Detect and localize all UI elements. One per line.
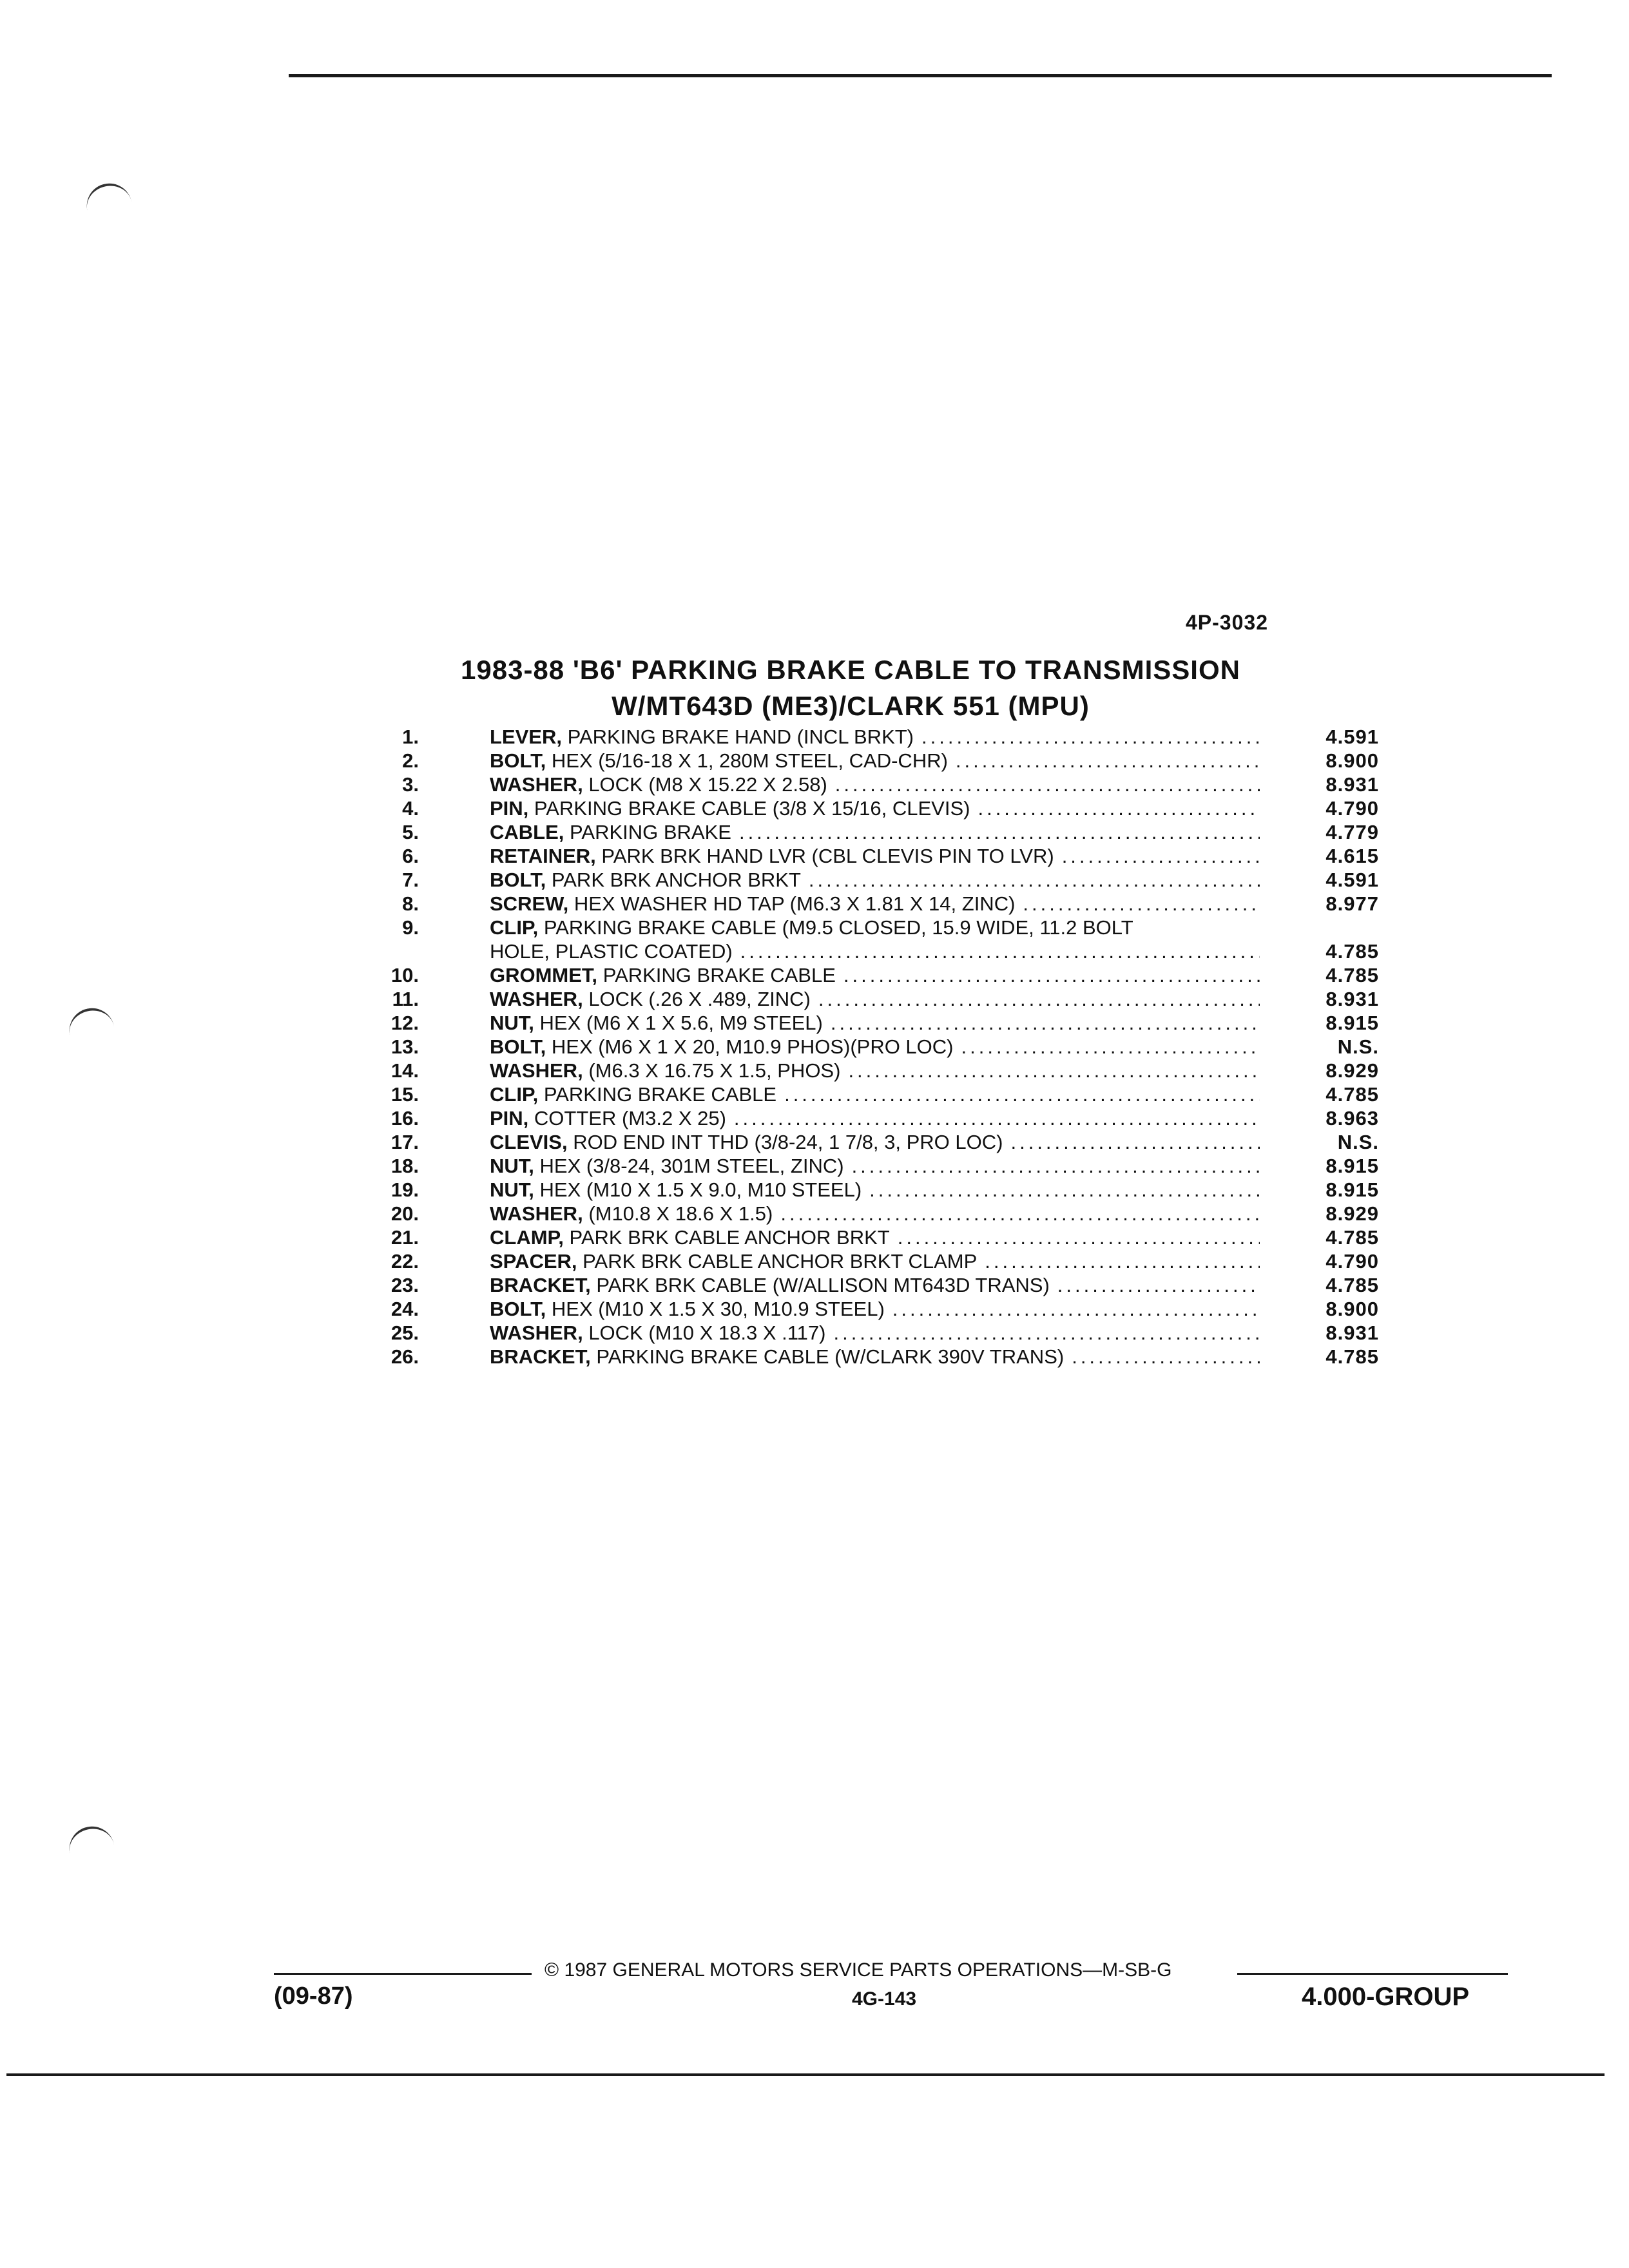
part-name: PIN,	[490, 797, 529, 820]
list-item	[380, 1035, 1398, 1059]
item-description	[490, 1082, 1260, 1106]
item-description	[490, 1345, 1260, 1369]
part-detail: PARKING BRAKE CABLE (W/CLARK 390V TRANS)	[596, 1345, 1065, 1368]
list-item	[380, 773, 1398, 796]
item-description	[490, 1321, 1260, 1345]
item-description	[490, 892, 1260, 916]
part-detail: PARK BRK CABLE ANCHOR BRKT	[569, 1226, 890, 1249]
dot-leader	[852, 1154, 1260, 1178]
item-number: 20.	[390, 1202, 419, 1225]
dot-leader	[1062, 844, 1260, 868]
group-code: 8.931	[1325, 1321, 1379, 1344]
item-description	[490, 1059, 1260, 1082]
part-name: WASHER,	[490, 1321, 583, 1344]
dot-leader	[818, 987, 1260, 1011]
catalog-reference: 4P-3032	[1186, 611, 1268, 634]
list-item	[380, 892, 1398, 916]
part-detail: LOCK (M10 X 18.3 X .117)	[588, 1321, 826, 1344]
dot-leader	[898, 1225, 1260, 1249]
dot-leader	[835, 773, 1260, 796]
group-label: 4.000-GROUP	[1302, 1983, 1470, 2011]
list-item	[380, 1130, 1398, 1154]
group-code: 8.931	[1325, 773, 1379, 796]
list-item	[380, 868, 1398, 892]
dot-leader	[892, 1297, 1260, 1321]
part-detail: HEX (M10 X 1.5 X 9.0, M10 STEEL)	[539, 1178, 862, 1201]
item-description	[490, 1273, 1260, 1297]
part-name: BOLT,	[490, 869, 546, 891]
item-description	[490, 844, 1260, 868]
revision-date: (09-87)	[274, 1983, 353, 2010]
part-detail: HEX (3/8-24, 301M STEEL, ZINC)	[539, 1155, 844, 1177]
group-code: 4.785	[1325, 1345, 1379, 1368]
item-number: 10.	[390, 964, 419, 986]
part-detail: HEX (M6 X 1 X 5.6, M9 STEEL)	[539, 1012, 823, 1034]
part-detail: PARK BRK CABLE ANCHOR BRKT CLAMP	[583, 1250, 978, 1273]
part-detail: COTTER (M3.2 X 25)	[534, 1107, 726, 1129]
dot-leader	[739, 820, 1260, 844]
list-item	[380, 1345, 1398, 1369]
page-title: 1983-88 'B6' PARKING BRAKE CABLE TO TRANSMISSION	[461, 655, 1240, 685]
part-name: WASHER,	[490, 1059, 583, 1082]
dot-leader	[1010, 1130, 1260, 1154]
page-number: 4G-143	[852, 1988, 917, 2010]
list-item	[380, 1249, 1398, 1273]
part-detail: HEX (M10 X 1.5 X 30, M10.9 STEEL)	[551, 1298, 885, 1320]
binder-hole-mark	[82, 179, 133, 216]
part-detail: HEX (5/16-18 X 1, 280M STEEL, CAD-CHR)	[551, 749, 948, 772]
dot-leader	[833, 1321, 1260, 1345]
item-description	[490, 796, 1260, 820]
part-name: CLIP,	[490, 916, 539, 939]
item-number: 4.	[402, 797, 419, 820]
group-code: 8.977	[1325, 892, 1379, 915]
part-detail: (M10.8 X 18.6 X 1.5)	[588, 1202, 773, 1225]
item-number: 18.	[390, 1155, 419, 1177]
dot-leader	[961, 1035, 1260, 1059]
dot-leader	[809, 868, 1260, 892]
binder-hole-mark	[65, 1004, 115, 1041]
item-description	[490, 1154, 1260, 1178]
dot-leader	[869, 1178, 1260, 1202]
group-code: 8.929	[1325, 1202, 1379, 1225]
part-detail: ROD END INT THD (3/8-24, 1 7/8, 3, PRO LOC)	[573, 1131, 1003, 1153]
part-detail: PARKING BRAKE	[570, 821, 731, 843]
bottom-rule	[6, 2073, 1605, 2076]
part-name: CLIP,	[490, 1083, 539, 1106]
list-item	[380, 749, 1398, 773]
item-number: 11.	[392, 988, 419, 1010]
item-description	[490, 1297, 1260, 1321]
group-code: 8.931	[1325, 988, 1379, 1010]
item-description	[490, 1178, 1260, 1202]
part-name: BRACKET,	[490, 1274, 591, 1296]
part-detail: PARKING BRAKE CABLE (M9.5 CLOSED, 15.9 WIDE, 11.2 BOLT	[543, 916, 1133, 939]
part-name: WASHER,	[490, 1202, 583, 1225]
group-code: 4.591	[1325, 726, 1379, 748]
dot-leader	[734, 1106, 1260, 1130]
group-code: N.S.	[1337, 1035, 1379, 1058]
dot-leader	[978, 796, 1260, 820]
dot-leader	[780, 1202, 1260, 1225]
item-number: 24.	[390, 1298, 419, 1320]
item-number: 7.	[402, 869, 419, 891]
list-item	[380, 1106, 1398, 1130]
part-name: BOLT,	[490, 749, 546, 772]
dot-leader	[956, 749, 1260, 773]
item-number: 21.	[390, 1226, 419, 1249]
group-code: 8.915	[1325, 1155, 1379, 1177]
copyright-notice: © 1987 GENERAL MOTORS SERVICE PARTS OPERATIONS—M-SB-G	[545, 1959, 1172, 1981]
list-item	[380, 1273, 1398, 1297]
part-detail: PARKING BRAKE CABLE (3/8 X 15/16, CLEVIS)	[534, 797, 970, 820]
item-number: 5.	[402, 821, 419, 843]
item-number: 23.	[390, 1274, 419, 1296]
group-code: 4.785	[1325, 940, 1379, 963]
group-code: 8.963	[1325, 1107, 1379, 1129]
group-code: 4.785	[1325, 1274, 1379, 1296]
list-item	[380, 1202, 1398, 1225]
item-number: 16.	[390, 1107, 419, 1129]
part-detail: PARK BRK CABLE (W/ALLISON MT643D TRANS)	[596, 1274, 1050, 1296]
part-name: CLEVIS,	[490, 1131, 568, 1153]
item-number: 3.	[402, 773, 419, 796]
footer-rule-right	[1237, 1973, 1508, 1975]
part-detail: PARKING BRAKE HAND (INCL BRKT)	[567, 726, 914, 748]
item-number: 15.	[390, 1083, 419, 1106]
group-code: 8.929	[1325, 1059, 1379, 1082]
dot-leader	[1023, 892, 1260, 916]
item-description	[490, 916, 1260, 963]
part-detail: LOCK (.26 X .489, ZINC)	[588, 988, 811, 1010]
item-description	[490, 868, 1260, 892]
dot-leader	[784, 1082, 1260, 1106]
item-number: 2.	[402, 749, 419, 772]
part-name: WASHER,	[490, 988, 583, 1010]
part-detail: PARK BRK HAND LVR (CBL CLEVIS PIN TO LVR)	[601, 845, 1054, 867]
binder-hole-mark	[65, 1822, 115, 1860]
list-item	[380, 1059, 1398, 1082]
dot-leader	[831, 1011, 1260, 1035]
group-code: 4.790	[1325, 1250, 1379, 1273]
part-name: CLAMP,	[490, 1226, 564, 1249]
item-number: 19.	[390, 1178, 419, 1201]
group-code: N.S.	[1337, 1131, 1379, 1153]
group-code: 8.915	[1325, 1012, 1379, 1034]
list-item	[380, 820, 1398, 844]
top-rule	[289, 74, 1552, 77]
item-number: 1.	[402, 726, 419, 748]
part-detail: LOCK (M8 X 15.22 X 2.58)	[588, 773, 827, 796]
part-name: LEVER,	[490, 726, 562, 748]
group-code: 4.790	[1325, 797, 1379, 820]
group-code: 8.900	[1325, 1298, 1379, 1320]
part-detail: HEX (M6 X 1 X 20, M10.9 PHOS)(PRO LOC)	[551, 1035, 954, 1058]
page-subtitle: W/MT643D (ME3)/CLARK 551 (MPU)	[612, 691, 1090, 721]
list-item	[380, 916, 1398, 963]
part-detail: (M6.3 X 16.75 X 1.5, PHOS)	[588, 1059, 841, 1082]
item-description	[490, 1035, 1260, 1059]
part-name: NUT,	[490, 1178, 534, 1201]
item-description	[490, 773, 1260, 796]
item-number: 25.	[390, 1321, 419, 1344]
list-item	[380, 725, 1398, 749]
group-code: 4.785	[1325, 1083, 1379, 1106]
list-item	[380, 1154, 1398, 1178]
part-name: BOLT,	[490, 1298, 546, 1320]
part-detail: HEX WASHER HD TAP (M6.3 X 1.81 X 14, ZINC)	[574, 892, 1016, 915]
list-item	[380, 844, 1398, 868]
item-description	[490, 987, 1260, 1011]
part-name: GROMMET,	[490, 964, 598, 986]
item-description	[490, 1130, 1260, 1154]
item-description	[490, 963, 1260, 987]
list-item	[380, 1321, 1398, 1345]
part-name: BOLT,	[490, 1035, 546, 1058]
item-description	[490, 1202, 1260, 1225]
part-name: WASHER,	[490, 773, 583, 796]
item-number: 22.	[390, 1250, 419, 1273]
dot-leader	[843, 963, 1260, 987]
group-code: 8.900	[1325, 749, 1379, 772]
dot-leader	[1057, 1273, 1260, 1297]
item-description	[490, 1225, 1260, 1249]
list-item	[380, 1011, 1398, 1035]
list-item	[380, 963, 1398, 987]
part-detail: PARKING BRAKE CABLE	[543, 1083, 777, 1106]
item-description	[490, 1011, 1260, 1035]
list-item	[380, 796, 1398, 820]
part-detail: PARKING BRAKE CABLE	[602, 964, 836, 986]
item-number: 9.	[402, 916, 419, 939]
dot-leader	[1072, 1345, 1260, 1369]
group-code: 4.785	[1325, 1226, 1379, 1249]
group-code: 8.915	[1325, 1178, 1379, 1201]
group-code: 4.785	[1325, 964, 1379, 986]
item-description	[490, 820, 1260, 844]
list-item	[380, 1082, 1398, 1106]
part-detail: PARK BRK ANCHOR BRKT	[551, 869, 801, 891]
part-name: SCREW,	[490, 892, 569, 915]
dot-leader	[985, 1249, 1260, 1273]
item-number: 26.	[390, 1345, 419, 1368]
list-item	[380, 987, 1398, 1011]
footer-rule-left	[274, 1973, 532, 1975]
part-name: BRACKET,	[490, 1345, 591, 1368]
part-name: PIN,	[490, 1107, 529, 1129]
dot-leader	[848, 1059, 1260, 1082]
part-name: NUT,	[490, 1155, 534, 1177]
parts-list	[380, 725, 1398, 1369]
part-detail-continued: HOLE, PLASTIC COATED)	[490, 940, 733, 963]
item-description	[490, 749, 1260, 773]
group-code: 4.615	[1325, 845, 1379, 867]
item-description	[490, 1249, 1260, 1273]
item-number: 13.	[390, 1035, 419, 1058]
part-name: RETAINER,	[490, 845, 596, 867]
part-name: NUT,	[490, 1012, 534, 1034]
dot-leader	[921, 725, 1260, 749]
item-number: 14.	[390, 1059, 419, 1082]
group-code: 4.779	[1325, 821, 1379, 843]
part-name: CABLE,	[490, 821, 564, 843]
item-number: 6.	[402, 845, 419, 867]
item-description	[490, 725, 1260, 749]
list-item	[380, 1297, 1398, 1321]
item-number: 12.	[390, 1012, 419, 1034]
item-number: 8.	[402, 892, 419, 915]
group-code: 4.591	[1325, 869, 1379, 891]
list-item	[380, 1178, 1398, 1202]
part-name: SPACER,	[490, 1250, 577, 1273]
list-item	[380, 1225, 1398, 1249]
item-number: 17.	[390, 1131, 419, 1153]
dot-leader	[740, 939, 1260, 963]
item-description	[490, 1106, 1260, 1130]
